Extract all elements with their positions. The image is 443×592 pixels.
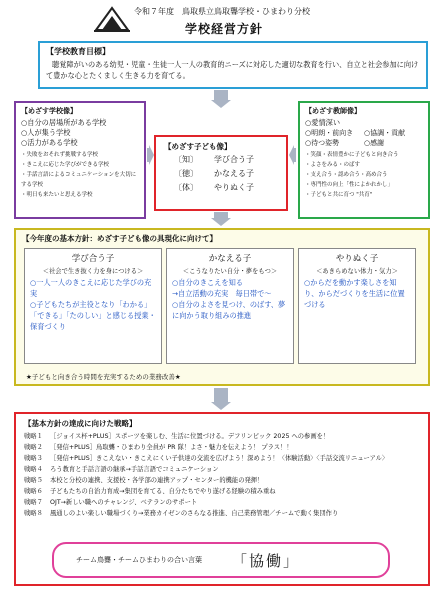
ideal-school-main-list	[21, 118, 139, 148]
arrow-down-icon	[211, 100, 231, 108]
strategy-item: 戦略７ OJT→新しい職へのチャレンジ、ベテランのサポート	[24, 499, 198, 506]
pillar-subtitle: ＜社会で生き抜く力を身につける＞	[42, 268, 144, 275]
list-item: 〔徳〕 かなえる子	[174, 169, 254, 178]
work-reform-note: ★子どもと向き合う時間を充実するための業務改善★	[26, 373, 181, 381]
arrow-down-icon	[211, 402, 231, 410]
team-motto-box	[52, 542, 390, 578]
list-item: ○人が集う学校	[21, 128, 71, 137]
school-name-line: 令和７年度 鳥取県立鳥取聾学校・ひまわり分校	[134, 7, 310, 16]
list-item: 〔知〕 学び合う子	[174, 155, 254, 164]
ideal-teacher-title: 【めざす教師像】	[305, 107, 361, 115]
pillar-subtitle: ＜こうなりたい自分・夢をもつ＞	[182, 268, 278, 275]
list-item: ・笑顔・表情豊かに子どもと向き合う	[305, 152, 399, 158]
list-item: ○待つ姿勢	[305, 139, 340, 147]
list-item: ○活力がある学校	[21, 138, 78, 147]
arrow-down-icon	[214, 90, 228, 100]
pillar-title: かなえる子	[208, 254, 252, 264]
strategy-title: 【基本方針の達成に向けた戦略】	[24, 419, 137, 428]
list-item: ・きこえに応じた学びができる学校	[21, 162, 110, 168]
basic-policy-title: 【今年度の基本方針：めざす子ども像の具現化に向けて】	[22, 234, 217, 243]
pillar-subtitle: ＜あきらめない体力・気力＞	[316, 268, 398, 275]
team-motto-word: 「協働」	[232, 551, 301, 570]
ideal-teacher-main-list	[305, 128, 423, 148]
strategy-item: 戦略４ ろう教育と手話言語の継承→手話言語でコミュニケーション	[24, 466, 219, 473]
pillar-items	[172, 277, 288, 321]
list-item: ○自分のよさを見つけ、のばす、夢に向かう取り組みの推進	[172, 300, 286, 320]
list-item: ○からだを動かす楽しさを知り、からだづくりを生活に位置づける	[304, 278, 405, 309]
ideal-school-sub-list	[21, 150, 139, 200]
strategy-item: 戦略３ ［発信+PLUS］きこえない・きこえにくい子供達の交流を広げよう！深めよう！〈体験活動〉〈手話交流リニューアル〉	[24, 455, 389, 462]
ideal-school-box	[14, 101, 146, 219]
strategy-item: 戦略８ 風通しのよい楽しい職場づくり→業務カイゼンのさらなる推進、自己業務管理／チームで動く集団作り	[24, 510, 339, 517]
list-item: ○愛情深い	[305, 118, 341, 127]
pillar-perseverance	[298, 248, 416, 364]
list-item: →自立活動の充実 毎日帯で～	[172, 289, 272, 298]
list-item: ○子どもたちが主役となり「わかる」「できる」「たのしい」と感じる授業・保育づくり	[30, 300, 156, 331]
list-item: ○明朗・前向き	[305, 129, 354, 137]
page-title: 学校経営方針	[185, 22, 264, 36]
list-item: ・子どもと共に育つ "共育"	[305, 192, 373, 198]
list-item: 〔体〕 やりぬく子	[174, 183, 254, 192]
list-item: ○一人一人のきこえに応じた学びの充実	[30, 278, 152, 298]
list-item: ・専門性の向上「性によかれかし」	[305, 182, 394, 188]
strategy-box	[14, 412, 430, 586]
strategy-item: 戦略６ 子どもたちの自治力育成→集団を育てる、自分たちでやり遂げる経験の積み重ね	[24, 488, 276, 495]
ideal-child-title: 【めざす子ども像】	[164, 142, 232, 151]
pillar-title: やりぬく子	[335, 254, 379, 264]
pillar-items	[30, 277, 156, 332]
arrow-down-icon	[211, 218, 231, 226]
basic-policy-box	[14, 228, 430, 386]
pillar-title: 学び合う子	[71, 254, 115, 264]
education-goal-box	[38, 41, 428, 89]
strategy-item: 戦略２ ［発信+PLUS］鳥取聾・ひまわり全員が PR 隊！よさ・魅力を伝えよう！ プラス！！	[24, 444, 293, 451]
list-item: ○協調・貢献	[364, 129, 406, 137]
ideal-child-box	[154, 135, 288, 211]
list-item: ・失敗をおそれず挑戦する学校	[21, 152, 99, 158]
strategy-item: 戦略５ 本校と分校の連携、支援校・各学部の連携アップ・センター的機能の発揮！	[24, 477, 264, 484]
strategy-item: 戦略１ ［ジョイス杯+PLUS］スポーツを楽しむ、生活に位置づける。デフリンピック 2025 への参画を！	[24, 433, 330, 440]
list-item: ・明日も来たいと思える学校	[21, 192, 93, 198]
ideal-teacher-box	[298, 101, 430, 219]
list-item: ・よさをみる・のばす	[305, 162, 361, 168]
list-item: ○感謝	[364, 139, 385, 147]
school-emblem-icon	[92, 4, 132, 34]
ideal-school-title: 【めざす学校像】	[21, 107, 77, 115]
pillar-items	[304, 277, 410, 310]
education-goal-text: 聴覚障がいのある幼児・児童・生徒一人一人の教育的ニーズに対応した適切な教育を行い、自立と社会参加に向けて豊かな心とたくましく生きる力を育てる。	[46, 60, 419, 80]
list-item: ○自分のきこえを知る	[172, 278, 243, 287]
list-item: ○自分の居場所がある学校	[21, 118, 107, 127]
list-item: ・手話言語によるコミュニケーションを大切にする学校	[21, 172, 137, 188]
pillar-dreams	[166, 248, 294, 364]
list-item: ・支え合う・認め合う・高め合う	[305, 172, 388, 178]
ideal-teacher-sub-list	[305, 150, 423, 200]
arrow-down-icon	[214, 388, 228, 402]
education-goal-title: 【学校教育目標】	[46, 47, 110, 56]
pillar-learning	[24, 248, 162, 364]
team-motto-label: チーム鳥聾・チームひまわりの合い言葉	[76, 556, 202, 564]
arrow-left-icon	[289, 145, 294, 165]
